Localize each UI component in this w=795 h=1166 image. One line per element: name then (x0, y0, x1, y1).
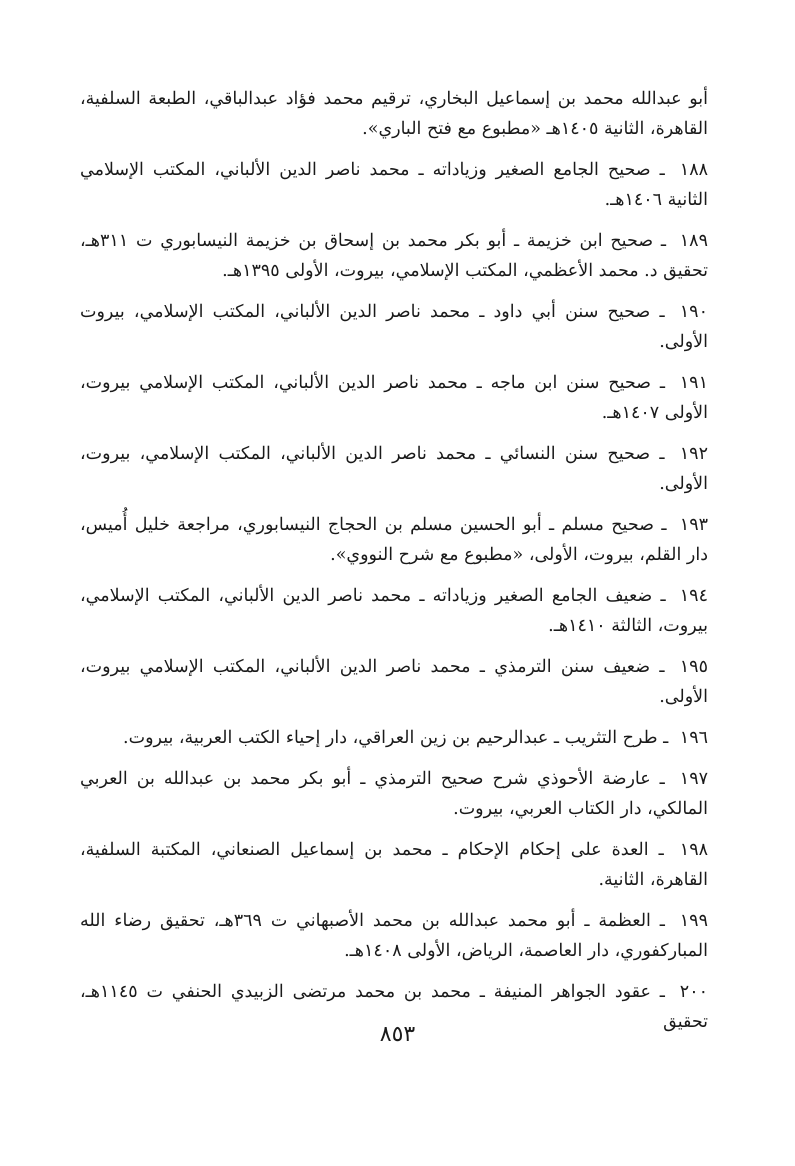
entry-text: ـ صحيح سنن أبي داود ـ محمد ناصر الدين الألباني، المكتب الإسلامي، بيروت الأولى. (80, 302, 708, 352)
entry-text: ـ ضعيف الجامع الصغير وزياداته ـ محمد ناصر الدين الألباني، المكتب الإسلامي، بيروت، الثالثة ١٤١٠هـ. (80, 586, 708, 636)
continued-entry-text: أبو عبدالله محمد بن إسماعيل البخاري، ترقيم محمد فؤاد عبدالباقي، الطبعة السلفية، القاهرة، الثانية ١٤٠٥هـ «مطبوع مع فتح الباري». (80, 89, 708, 139)
entry-number: ١٨٩ (679, 231, 708, 251)
bibliography-entry-192 (80, 439, 708, 499)
entry-number: ١٩٢ (679, 444, 708, 464)
entry-text: ـ عقود الجواهر المنيفة ـ محمد بن محمد مرتضى الزبيدي الحنفي ت ١١٤٥هـ، تحقيق (80, 982, 708, 1032)
entry-number: ١٩٤ (679, 586, 708, 606)
bibliography-entry-198 (80, 835, 708, 895)
entry-text: ـ طرح التثريب ـ عبدالرحيم بن زين العراقي، دار إحياء الكتب العربية، بيروت. (123, 728, 669, 748)
entry-text: ـ ضعيف سنن الترمذي ـ محمد ناصر الدين الألباني، المكتب الإسلامي بيروت، الأولى. (80, 657, 708, 707)
entry-text: ـ صحيح سنن ابن ماجه ـ محمد ناصر الدين الألباني، المكتب الإسلامي بيروت، الأولى ١٤٠٧هـ. (80, 373, 708, 423)
bibliography-entry-197 (80, 764, 708, 824)
entry-number: ١٩٥ (679, 657, 708, 677)
entry-number: ١٩٩ (679, 911, 708, 931)
entry-text: ـ العظمة ـ أبو محمد عبدالله بن محمد الأصبهاني ت ٣٦٩هـ، تحقيق رضاء الله المباركفوري، دار العاصمة، الرياض، الأولى ١٤٠٨هـ. (80, 911, 708, 961)
entry-text: ـ العدة على إحكام الإحكام ـ محمد بن إسماعيل الصنعاني، المكتبة السلفية، القاهرة، الثانية. (80, 840, 708, 890)
bibliography-entry-196 (80, 723, 708, 753)
bibliography-entry-199 (80, 906, 708, 966)
entry-number: ١٩٣ (679, 515, 708, 535)
entry-text: ـ عارضة الأحوذي شرح صحيح الترمذي ـ أبو بكر محمد بن عبدالله بن العربي المالكي، دار الكتاب العربي، بيروت. (80, 769, 708, 819)
entry-text: ـ صحيح الجامع الصغير وزياداته ـ محمد ناصر الدين الألباني، المكتب الإسلامي الثانية ١٤٠٦هـ. (80, 160, 708, 210)
entry-number: ١٨٨ (679, 160, 708, 180)
entry-number: ١٩٦ (679, 728, 708, 748)
page-number: ٨٥٣ (379, 1022, 416, 1047)
entry-text: ـ صحيح مسلم ـ أبو الحسين مسلم بن الحجاج النيسابوري، مراجعة خليل أُميس، دار القلم، بيروت، الأولى، «مطبوع مع شرح النووي». (80, 515, 708, 565)
entry-number: ٢٠٠ (679, 982, 708, 1002)
entry-number: ١٩٧ (679, 769, 708, 789)
entry-text: ـ صحيح سنن النسائي ـ محمد ناصر الدين الألباني، المكتب الإسلامي، بيروت، الأولى. (80, 444, 708, 494)
continued-entry (80, 84, 708, 144)
entry-number: ١٩١ (679, 373, 708, 393)
bibliography-entry-194 (80, 581, 708, 641)
bibliography-entry-190 (80, 297, 708, 357)
entry-text: ـ صحيح ابن خزيمة ـ أبو بكر محمد بن إسحاق بن خزيمة النيسابوري ت ٣١١هـ، تحقيق د. محمد الأعظمي، المكتب الإسلامي، بيروت، الأولى ١٣٩٥هـ. (80, 231, 708, 281)
bibliography-entry-188 (80, 155, 708, 215)
entry-number: ١٩٨ (679, 840, 708, 860)
bibliography-entry-191 (80, 368, 708, 428)
bibliography-page (80, 84, 708, 1084)
entry-number: ١٩٠ (679, 302, 708, 322)
bibliography-entry-195 (80, 652, 708, 712)
bibliography-entry-189 (80, 226, 708, 286)
bibliography-entry-193 (80, 510, 708, 570)
